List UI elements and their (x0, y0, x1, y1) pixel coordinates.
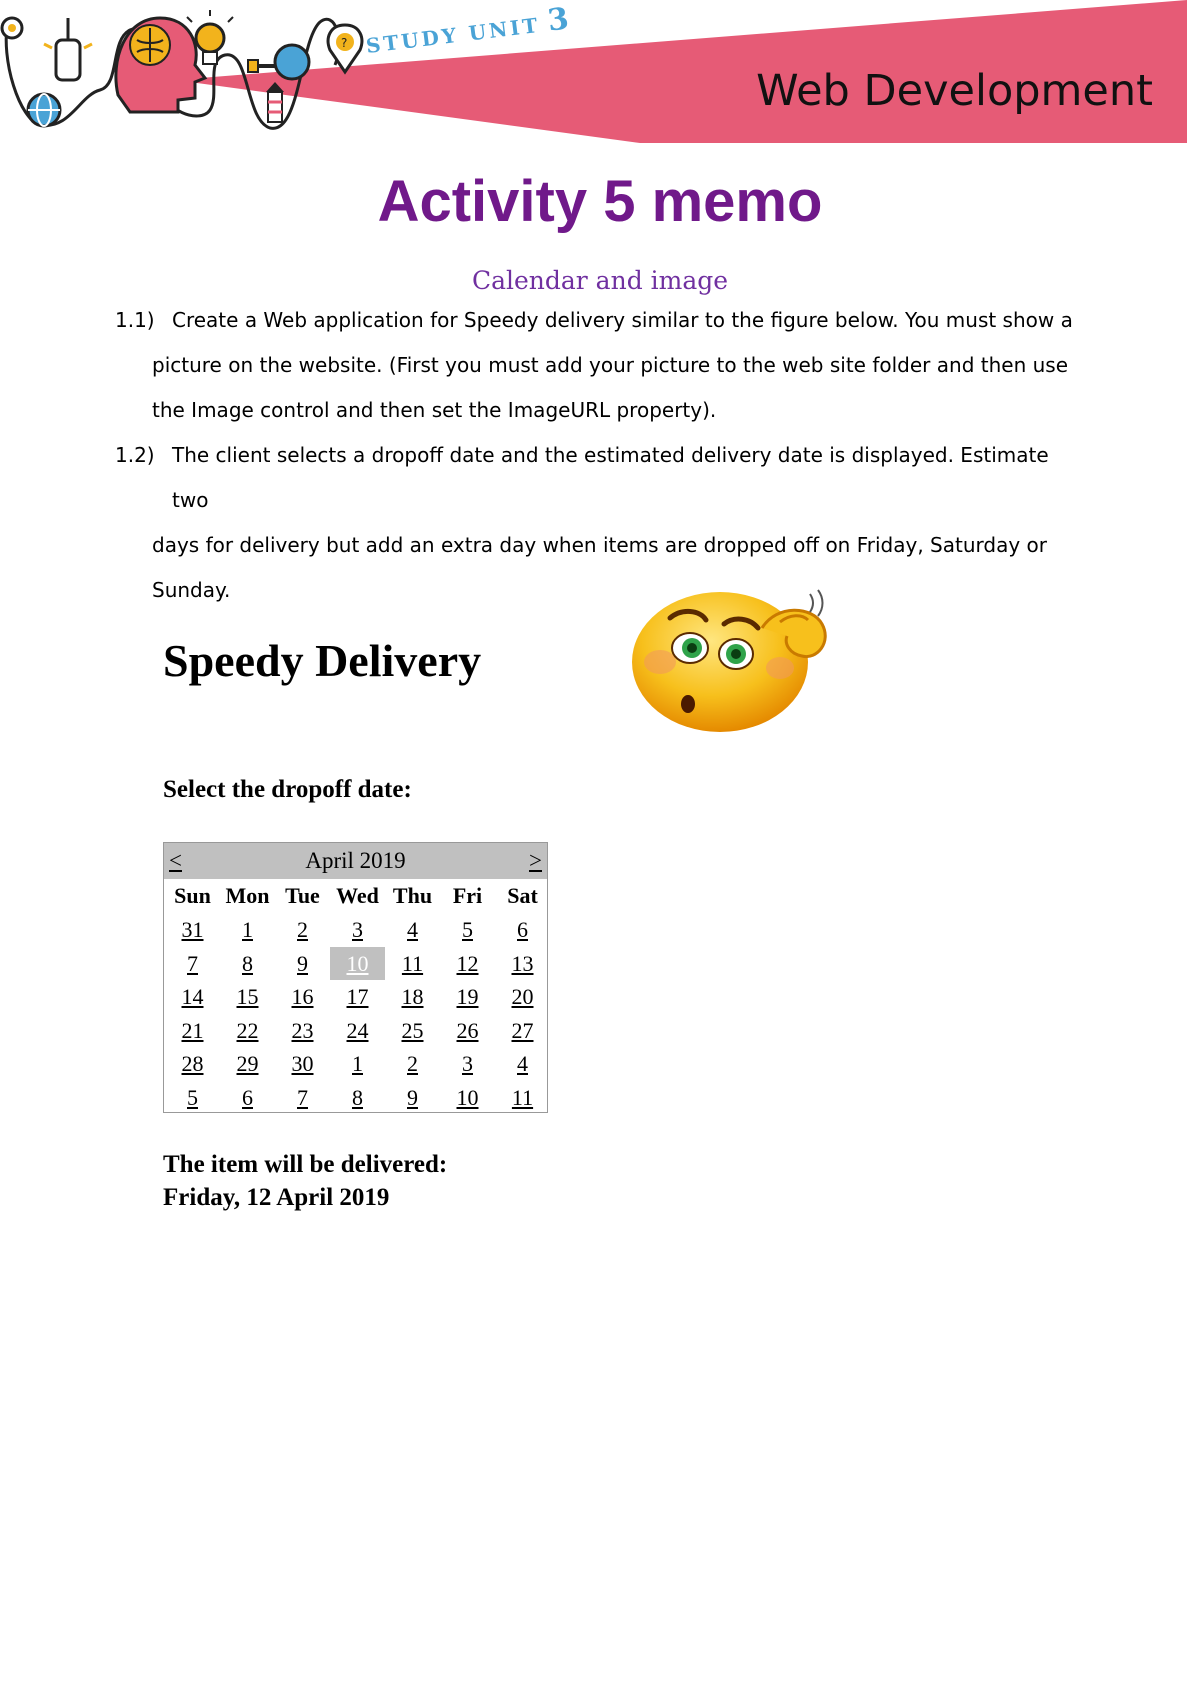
next-month-link[interactable]: > (529, 848, 542, 873)
calendar-day[interactable]: 27 (511, 1017, 534, 1043)
instruction-line: Create a Web application for Speedy delivery similar to the figure below. You must show a (172, 308, 1073, 332)
day-of-week-header: Thu (392, 883, 433, 908)
calendar-day[interactable]: 11 (511, 1084, 534, 1110)
calendar-day[interactable]: 22 (236, 1017, 259, 1043)
calendar-day[interactable]: 11 (401, 950, 424, 976)
confused-emoji-icon (612, 584, 847, 734)
instruction-number: 1.1) (115, 308, 155, 332)
app-title: Speedy Delivery (163, 635, 482, 686)
calendar-day[interactable]: 14 (181, 984, 204, 1009)
instruction-number: 1.2) (115, 443, 155, 467)
calendar-header (164, 843, 547, 879)
calendar-day[interactable]: 8 (352, 1084, 363, 1110)
calendar-day[interactable]: 29 (236, 1051, 259, 1076)
calendar-day[interactable]: 4 (407, 917, 418, 942)
calendar-day[interactable]: 9 (407, 1084, 418, 1110)
calendar-day[interactable]: 7 (187, 950, 198, 976)
calendar-day[interactable]: 15 (236, 984, 259, 1009)
calendar-day[interactable]: 10 (456, 1084, 479, 1110)
lamp-icon (44, 18, 92, 80)
calendar-day[interactable]: 12 (456, 950, 479, 976)
calendar-day[interactable]: 17 (346, 984, 369, 1009)
calendar-day[interactable]: 6 (517, 917, 528, 942)
calendar-day[interactable]: 13 (511, 950, 534, 976)
calendar-day[interactable]: 21 (181, 1017, 204, 1043)
calendar-day[interactable]: 28 (181, 1051, 204, 1076)
page-title: Activity 5 memo (377, 169, 823, 234)
location-pin-icon (328, 25, 362, 72)
calendar-day[interactable]: 6 (242, 1084, 253, 1110)
instruction-line: days for delivery but add an extra day when items are dropped off on Friday, Saturday or (152, 533, 1047, 557)
instruction-line: picture on the website. (First you must add your picture to the web site folder and then use (152, 353, 1068, 377)
calendar-day[interactable]: 18 (401, 984, 424, 1009)
day-of-week-header: Wed (336, 883, 379, 908)
instruction-item (115, 433, 1085, 613)
calendar-day[interactable]: 8 (242, 950, 253, 976)
calendar-day[interactable]: 26 (456, 1017, 479, 1043)
calendar-day[interactable]: 5 (462, 917, 473, 942)
calendar-day[interactable]: 31 (181, 917, 204, 942)
globe-icon (28, 94, 60, 126)
day-of-week-header: Tue (285, 883, 320, 908)
calendar-grid (165, 879, 547, 1114)
calendar-day[interactable]: 23 (291, 1017, 314, 1043)
calendar-day[interactable]: 3 (352, 917, 363, 942)
calendar-day[interactable]: 3 (462, 1051, 473, 1076)
dropoff-calendar (163, 842, 548, 1113)
instruction-line: The client selects a dropoff date and the estimated delivery date is displayed. Estimate two (172, 443, 1049, 512)
calendar-day[interactable]: 30 (291, 1051, 314, 1076)
calendar-day-selected[interactable]: 10 (330, 947, 385, 981)
gear-icon (2, 18, 22, 38)
calendar-day[interactable]: 2 (297, 917, 308, 942)
instruction-line: Sunday. (152, 578, 231, 602)
study-unit-number: 3 (545, 1, 574, 39)
header-banner (0, 0, 1200, 150)
brain-head-icon (116, 18, 205, 112)
svg-text:?: ? (341, 36, 348, 50)
calendar-day[interactable]: 24 (346, 1017, 369, 1043)
calendar-day[interactable]: 2 (407, 1051, 418, 1076)
study-unit-text: STUDY UNIT (364, 12, 542, 59)
calendar-day[interactable]: 19 (456, 984, 479, 1009)
instruction-item (115, 298, 1085, 433)
calendar-day[interactable]: 4 (517, 1051, 528, 1076)
delivery-date: Friday, 12 April 2019 (163, 1184, 390, 1211)
day-of-week-header: Sat (507, 883, 538, 908)
delivery-label: The item will be delivered: (163, 1151, 448, 1178)
instruction-line: the Image control and then set the ImageURL property). (152, 398, 717, 422)
dropoff-date-label: Select the dropoff date: (163, 776, 412, 803)
day-of-week-header: Mon (225, 883, 270, 908)
page-subtitle: Calendar and image (471, 266, 729, 295)
calendar-day[interactable]: 7 (297, 1084, 308, 1110)
calendar-day[interactable]: 9 (297, 950, 308, 976)
day-of-week-header: Fri (452, 883, 483, 908)
calendar-month-title: April 2019 (305, 848, 406, 873)
calendar-day[interactable]: 5 (187, 1084, 198, 1110)
course-title: Web Development (756, 66, 1153, 116)
calendar-day[interactable]: 20 (511, 984, 534, 1009)
calendar-day[interactable]: 1 (352, 1051, 363, 1076)
day-of-week-header: Sun (174, 883, 211, 908)
previous-month-link[interactable]: < (169, 848, 182, 873)
calendar-day[interactable]: 16 (291, 984, 314, 1009)
calendar-day[interactable]: 1 (242, 917, 253, 942)
calendar-day[interactable]: 25 (401, 1017, 424, 1043)
instructions-list (115, 298, 1085, 613)
